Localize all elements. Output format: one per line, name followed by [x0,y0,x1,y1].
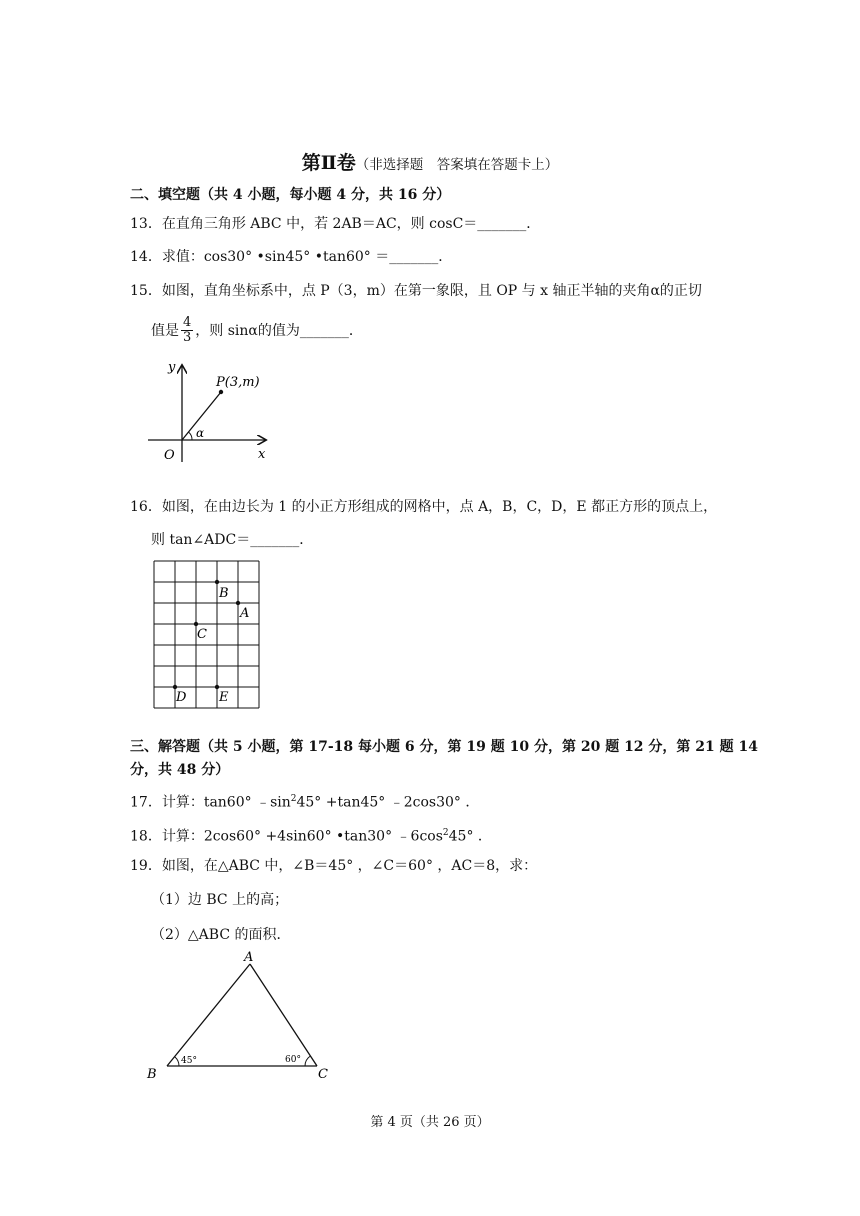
side-ac [250,964,317,1066]
question-19-sub2: （2）△ABC 的面积． [151,927,291,943]
grid-figure [152,559,264,711]
vertex-a-label: A [244,950,254,965]
fraction [181,316,193,345]
section-solve-heading-line1: 三、解答题（共 5 小题，第 17-18 每小题 6 分，第 19 题 10 分，第 20 题 12 分，第 21 题 14 [130,739,759,755]
question-17-suffix: 45° +tan45° ﹣2cos30° ． [296,794,480,811]
triangle-figure [140,946,340,1084]
label-a: A [240,606,250,621]
question-14: 14．求值：cos30° •sin45° •tan60° ＝_______． [130,249,453,265]
origin-label: O [164,448,175,463]
question-16-line1: 16．如图，在由边长为 1 的小正方形组成的网格中，点 A，B，C，D，E 都正方形的顶点上， [130,499,718,515]
question-13: 13．在直角三角形 ABC 中，若 2AB＝AC，则 cosC＝_______． [130,216,541,232]
label-b: B [219,586,229,601]
section-solve-heading-line2: 分，共 48 分） [130,762,230,778]
fraction-numerator: 4 [183,315,192,330]
question-18 [130,824,492,846]
question-18-prefix: 18．计算：2cos60° +4sin60° •tan30° ﹣6cos [130,828,443,845]
label-e: E [219,690,229,705]
angle-b-label: 45° [181,1056,197,1066]
question-15-prefix: 值是 [151,322,179,339]
x-label: x [258,447,266,462]
point-p-label: P(3,m) [216,375,260,390]
point-e [215,685,219,689]
angle-c-arc [305,1056,310,1066]
point-p [219,390,223,394]
question-15-line2 [151,316,363,345]
angle-b-arc [175,1057,180,1066]
question-17 [130,790,479,812]
side-ab [167,964,250,1066]
coordinate-figure [140,352,280,467]
section-fill-blank-heading: 二、填空题（共 4 小题，每小题 4 分，共 16 分） [130,187,451,203]
point-a [236,601,240,605]
question-18-suffix: 45° ． [448,828,492,845]
fraction-denominator: 3 [183,330,192,345]
question-19-line1: 19．如图，在△ABC 中，∠B＝45° ，∠C＝60° ，AC＝8，求： [130,858,538,874]
question-16-line2: 则 tan∠ADC＝_______． [151,532,314,548]
question-17-prefix: 17．计算：tan60° ﹣sin [130,794,291,811]
question-17-exponent: 2 [290,794,297,804]
angle-c-label: 60° [285,1055,301,1065]
point-d [173,685,177,689]
page-footer: 第 4 页（共 26 页） [370,1115,490,1130]
label-d: D [176,690,187,705]
alpha-arc [189,432,193,440]
label-c: C [197,627,207,642]
vertex-c-label: C [318,1067,328,1082]
y-label: y [168,360,176,375]
alpha-label: α [196,426,205,440]
page-title-block [0,148,860,175]
page-title: 第Ⅱ卷 [301,152,356,174]
question-19-sub1: （1）边 BC 上的高； [151,892,289,908]
vertex-b-label: B [147,1067,157,1082]
page-subtitle: （非选择题 答案填在答题卡上） [355,157,559,173]
question-15-line1: 15．如图，直角坐标系中，点 P（3，m）在第一象限，且 OP 与 x 轴正半轴的夹角α的正切 [130,283,702,299]
point-b [215,580,219,584]
question-18-exponent: 2 [442,828,449,838]
point-c [194,622,198,626]
question-15-suffix: ，则 sinα的值为_______． [195,322,363,339]
